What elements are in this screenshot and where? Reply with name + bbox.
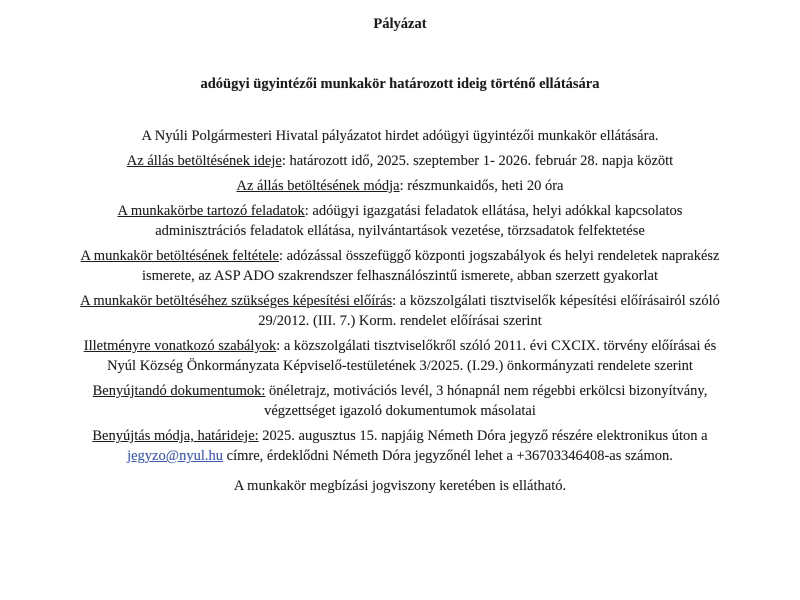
section-text: 2025. augusztus 15. napjáig Németh Dóra jegyző részére elektronikus úton a [258,428,708,444]
section-text: : részmunkaidős, heti 20 óra [399,178,564,194]
section-paragraph-feladatok [78,201,722,241]
section-paragraph-feltetele [78,246,722,286]
section-label: Az állás betöltésének módja [236,178,400,194]
section-text: : adózással összefüggő központi jogszabályok és helyi rendeletek naprakész ismerete, az ASP ADO szakrendszer felhasználószintű ismerete, abban szerzett gyakorlat [141,248,720,284]
closing-paragraph: A munkakör megbízási jogviszony keretében is ellátható. [233,478,567,494]
intro-paragraph: A Nyúli Polgármesteri Hivatal pályázatot hirdet adóügyi ügyintézői munkakör ellátására. [141,128,659,144]
section-label: Benyújtandó dokumentumok: [92,383,266,399]
section-text: : a közszolgálati tisztviselőkről szóló 2011. évi CXCIX. törvény előírásai és Nyúl Község Önkormányzata Képviselő-testületének 3/2025. (I.29.) önkormányzati rendelete szerint [107,338,717,374]
section-text: önéletrajz, motivációs levél, 3 hónapnál nem régebbi erkölcsi bizonyítvány, végzettséget igazoló dokumentumok másolatai [264,383,708,419]
section-label: Benyújtás módja, határideje: [92,428,259,444]
section-paragraph-ideje [78,151,722,171]
email-link[interactable]: jegyzo@nyul.hu [127,448,224,464]
section-label: A munkakörbe tartozó feladatok [117,203,305,219]
section-paragraph-modja [78,176,722,196]
page-subtitle: adóügyi ügyintézői munkakör határozott ideig történő ellátására [200,76,600,92]
page-title: Pályázat [373,16,427,32]
section-paragraph-dokumentumok [78,381,722,421]
section-text: címre, érdeklődni Németh Dóra jegyzőnél lehet a +36703346408-as számon. [223,448,673,464]
section-text: : adóügyi igazgatási feladatok ellátása, helyi adókkal kapcsolatos adminisztrációs feladatok ellátása, nyilvántartások vezetése, törzsadatok felfektetése [155,203,683,239]
section-label: Illetményre vonatkozó szabályok [83,338,277,354]
section-paragraph-benyujtas [78,426,722,466]
section-text: : a közszolgálati tisztviselők képesítési előírásairól szóló 29/2012. (III. 7.) Korm. rendelet előírásai szerint [258,293,720,329]
section-label: A munkakör betöltéséhez szükséges képesítési előírás [80,293,393,309]
section-label: A munkakör betöltésének feltétele [80,248,279,264]
section-paragraph-kepesitesi-eloiras [78,291,722,331]
section-text: : határozott idő, 2025. szeptember 1- 2026. február 28. napja között [281,153,674,169]
section-label: Az állás betöltésének ideje [126,153,282,169]
section-paragraph-illetmeny [78,336,722,376]
